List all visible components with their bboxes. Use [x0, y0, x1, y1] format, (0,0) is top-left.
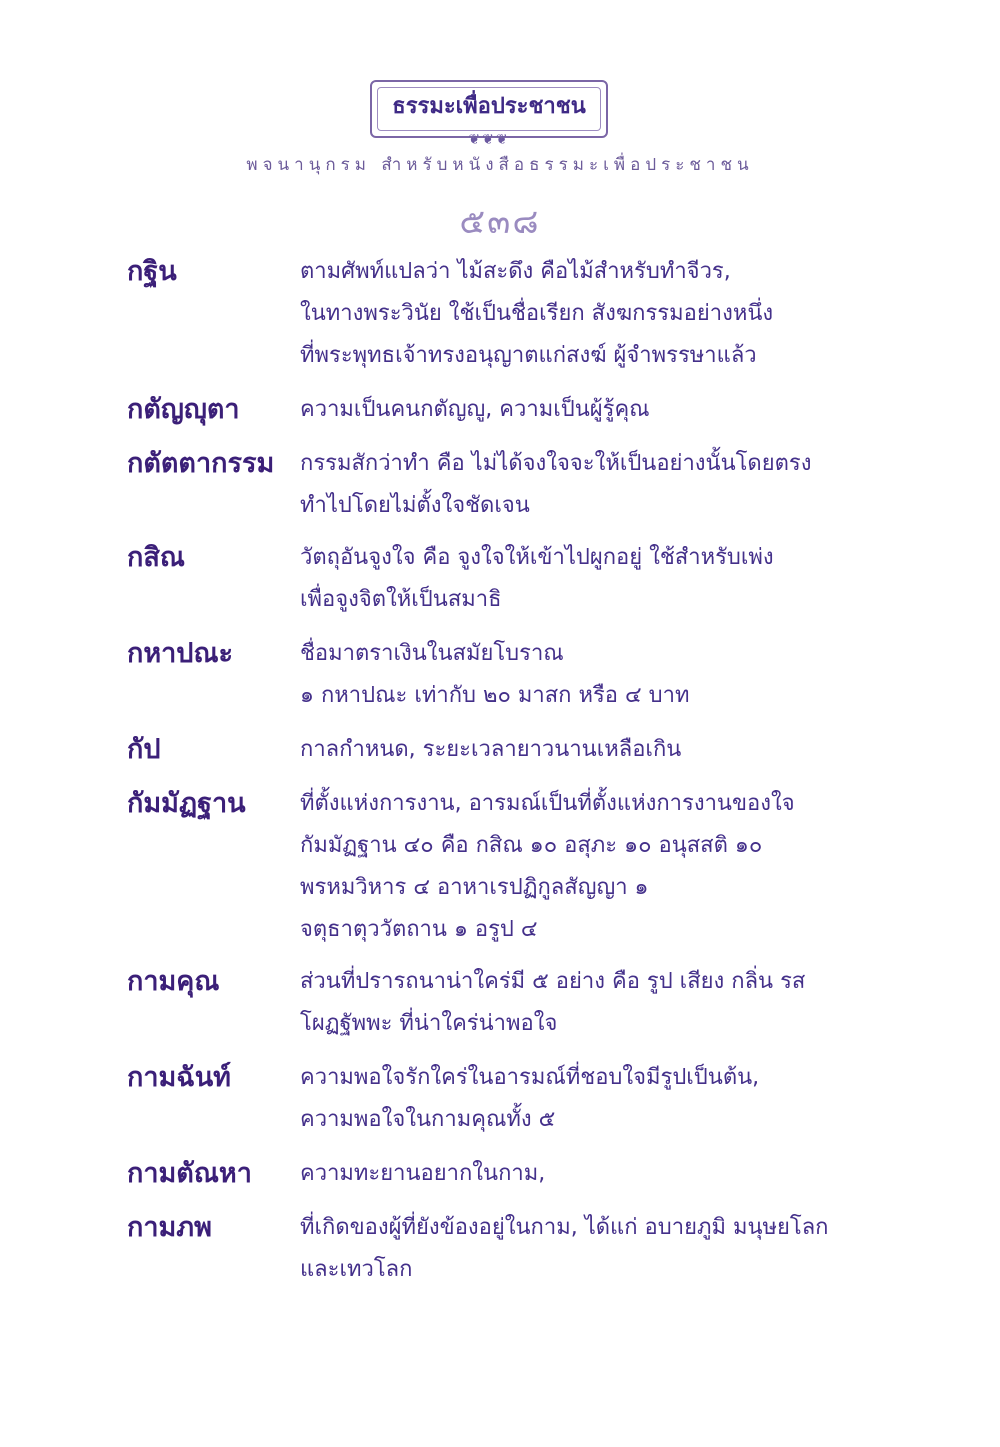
entry-definition-line: ที่เกิดของผู้ที่ยังข้องอยู่ในกาม, ได้แก่ อบายภูมิ มนุษยโลก: [300, 1215, 829, 1240]
entry-definition-line: ๑ กหาปณะ เท่ากับ ๒๐ มาสก หรือ ๔ บาท: [300, 683, 690, 708]
entry-term: กามภพ: [127, 1212, 212, 1243]
entry-definition-line: วัตถุอันจูงใจ คือ จูงใจให้เข้าไปผูกอยู่ ใช้สำหรับเพ่ง: [300, 545, 774, 570]
entry-definition-line: ที่พระพุทธเจ้าทรงอนุญาตแก่สงฆ์ ผู้จำพรรษาแล้ว: [300, 343, 757, 368]
entry-term: กตัญญุตา: [127, 394, 240, 425]
entry-definition-line: ในทางพระวินัย ใช้เป็นชื่อเรียก สังฆกรรมอย่างหนึ่ง: [300, 301, 774, 326]
entry-term: กตัตตากรรม: [127, 448, 275, 479]
entry-term: กหาปณะ: [127, 638, 233, 669]
entry-term: กัป: [127, 734, 161, 765]
entry-definition-line: ที่ตั้งแห่งการงาน, อารมณ์เป็นที่ตั้งแห่งการงานของใจ: [300, 791, 795, 816]
book-logo: [370, 80, 608, 148]
logo-title: ธรรมะเพื่อประชาชน: [392, 94, 586, 119]
page-subtitle: พจนานุกรม สำหรับหนังสือธรรมะเพื่อประชาชน: [246, 155, 754, 175]
entry-definition-line: โผฏฐัพพะ ที่น่าใคร่น่าพอใจ: [300, 1011, 558, 1036]
entry-term: กามฉันท์: [127, 1062, 231, 1093]
entry-definition-line: ความพอใจรักใคร่ในอารมณ์ที่ชอบใจมีรูปเป็นต้น,: [300, 1065, 760, 1090]
entry-term: กสิณ: [127, 542, 185, 573]
entry-definition-line: เพื่อจูงจิตให้เป็นสมาธิ: [300, 587, 502, 612]
entry-definition-line: ชื่อมาตราเงินในสมัยโบราณ: [300, 641, 564, 666]
entry-term: กามตัณหา: [127, 1158, 252, 1189]
entry-definition-line: กาลกำหนด, ระยะเวลายาวนานเหลือเกิน: [300, 737, 682, 762]
entry-definition-line: ความทะยานอยากในกาม,: [300, 1161, 546, 1186]
entry-term: กฐิน: [127, 256, 177, 287]
entry-definition-line: จตุธาตุววัตถาน ๑ อรูป ๔: [300, 917, 538, 942]
entry-definition-line: กัมมัฏฐาน ๔๐ คือ กสิณ ๑๐ อสุภะ ๑๐ อนุสสติ ๑๐: [300, 833, 763, 858]
entry-term: กัมมัฏฐาน: [127, 788, 246, 819]
entry-definition-line: ความพอใจในกามคุณทั้ง ๕: [300, 1107, 556, 1132]
entry-definition-line: พรหมวิหาร ๔ อาหาเรปฏิกูลสัญญา ๑: [300, 875, 649, 900]
entry-definition-line: และเทวโลก: [300, 1257, 413, 1282]
entry-definition-line: ตามศัพท์แปลว่า ไม้สะดึง คือไม้สำหรับทำจีวร,: [300, 259, 731, 284]
entry-term: กามคุณ: [127, 966, 220, 997]
page-number: ๕๓๘: [459, 202, 541, 242]
entry-definition-line: ความเป็นคนกตัญญู, ความเป็นผู้รู้คุณ: [300, 397, 650, 422]
logo-ornament: ❦❦❦: [468, 132, 510, 148]
entry-definition-line: ส่วนที่ปรารถนาน่าใคร่มี ๕ อย่าง คือ รูป เสียง กลิ่น รส: [300, 969, 806, 994]
entry-definition-line: ทำไปโดยไม่ตั้งใจชัดเจน: [300, 493, 530, 518]
entry-definition-line: กรรมสักว่าทำ คือ ไม่ได้จงใจจะให้เป็นอย่างนั้นโดยตรง: [300, 451, 812, 476]
